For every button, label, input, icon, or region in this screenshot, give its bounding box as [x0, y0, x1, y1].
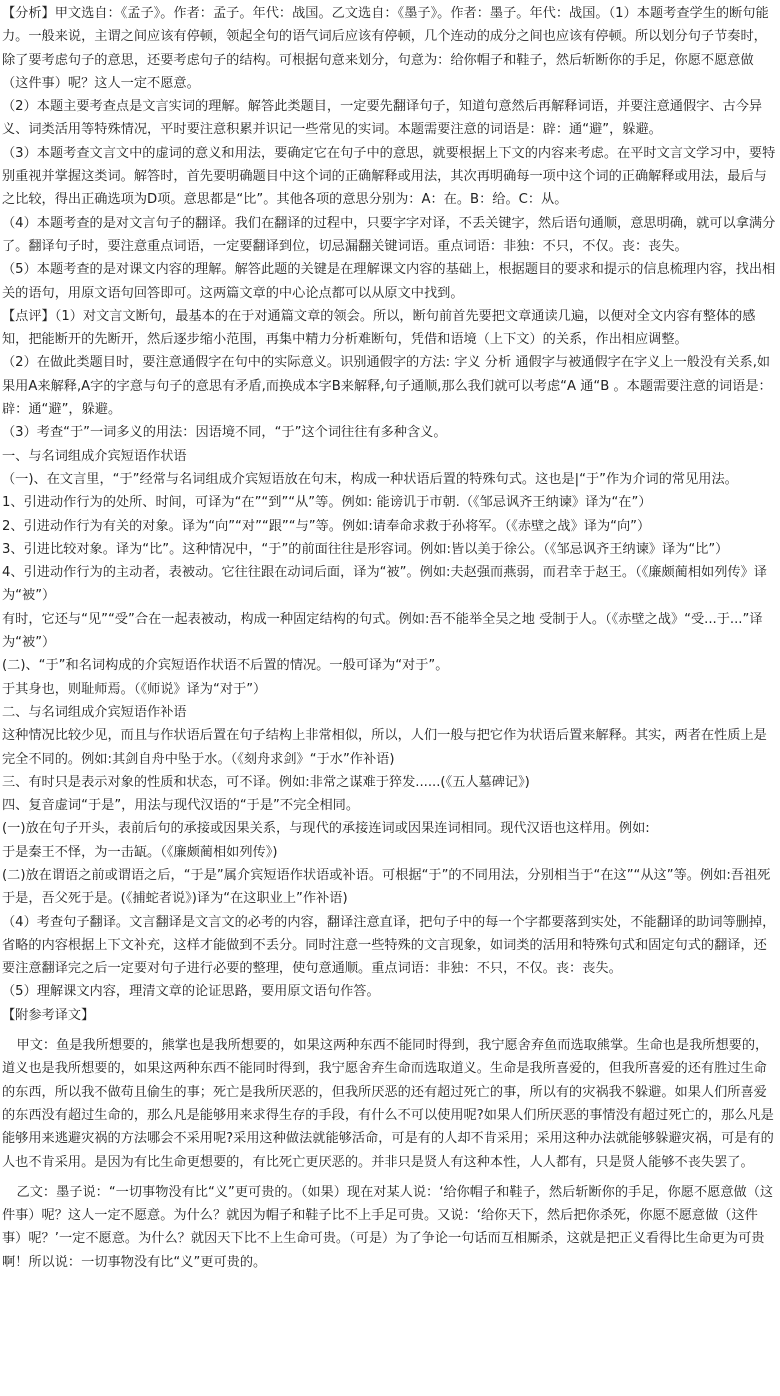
- usage-example: 于其身也，则耻师焉。（《师说》译为“对于”）: [2, 681, 267, 697]
- analysis-intro: 【分析】甲文选自：《孟子》。作者：孟子。年代：战国。乙文选自：《墨子》。作者：墨子。年代：战国。（1）本题考查学生的断句能力。一般来说，主谓之间应该有停顿，领起全句的语气词后应该有停顿，几个连动的成分之间也应该有停顿。所以划分句子节奏时，除了要考虑句子的意思，还要考虑句子的结构。可根据句意来划分，句意为：给你帽子和鞋子，然后斩断你的手足，你愿不愿意做（这件事）呢？这人一定不愿意。: [2, 6, 769, 91]
- subsection-1-1: （一)、在文言里，“于”经常与名词组成介宾短语放在句末，构成一种状语后置的特殊句式。这也是|“于”作为介词的常见用法。: [2, 471, 738, 487]
- comment-item-3: （3）考查“于”一词多义的用法：因语境不同，“于”这个词往往有多种含义。: [2, 425, 447, 441]
- translation-text-a: 甲文：鱼是我所想要的，熊掌也是我所想要的，如果这两种东西不能同时得到，我宁愿舍弃鱼而选取熊掌。生命也是我所想要的，道义也是我所想要的，如果这两种东西不能同时得到，我宁愿舍弃生命而选取道义。生命是我所喜爱的，但我所喜爱的还有胜过生命的东西，所以我不做苟且偷生的事；死亡是我所厌恶的，但我所厌恶的还有超过死亡的事，所以有的灾祸我不躲避。如果人们所喜爱的东西没有超过生命的，那么凡是能够用来求得生存的手段，有什么不可以使用呢?如果人们所厌恶的事情没有超过死亡的，那么凡是能够用来逃避灾祸的方法哪会不采用呢?采用这种做法就能够活命，可是有的人却不肯采用；采用这种办法就能够躲避灾祸，可是有的人也不肯采用。是因为有比生命更想要的，有比死亡更厌恶的。并非只是贤人有这种本性，人人都有，只是贤人能够不丧失罢了。: [2, 1038, 774, 1170]
- subsection-4-2: (二)放在谓语之前或谓语之后，“于是”属介宾短语作状语或补语。可根据“于”的不同用法，分别相当于“在这”“从这”等。例如:吾祖死于是，吾父死于是。(《捕蛇者说》)译为“在这职业上”作补语): [2, 867, 771, 907]
- section-heading-1: 一、与名词组成介宾短语作状语: [2, 448, 187, 464]
- section-heading-2: 二、与名词组成介宾短语作补语: [2, 704, 187, 720]
- subsection-1-2: (二)、“于”和名词构成的介宾短语作状语不后置的情况。一般可译为“对于”。: [2, 658, 449, 674]
- comment-item-4: （4）考查句子翻译。文言翻译是文言文的必考的内容，翻译注意直译，把句子中的每一个字都要落到实处，不能翻译的助词等删掉，省略的内容根据上下文补充，这样才能做到不丢分。同时注意一些特殊的文言现象，如词类的活用和特殊句式和固定句式的翻译，还要注意翻译完之后一定要对句子进行必要的整理，使句意通顺。重点词语：非独：不只，不仅。丧：丧失。: [2, 914, 776, 977]
- comment-item-2: （2）在做此类题目时，要注意通假字在句中的实际意义。识别通假字的方法: 字义 分析 通假字与被通假字在字义上一般没有关系,如果用A来解释,A字的字意与句子的意思有矛盾,而换成本字B来解释,句子通顺,那么我们就可以考虑“A 通“B 。本题需要注意的词语是：辟：通“避”，躲避。: [2, 355, 772, 418]
- usage-item-4: 4、引进动作行为的主动者，表被动。它往往跟在动词后面，译为“被”。例如:夫赵强而燕弱，而君幸于赵王。（《廉颇蔺相如列传》译为“被”）: [2, 565, 767, 604]
- subsection-4-1-example: 于是秦王不怿，为一击缻。（《廉颇蔺相如列传》): [2, 844, 278, 860]
- usage-item-1: 1、引进动作行为的处所、时间，可译为“在”“到”“从”等。例如: 能谤讥于市朝.（《邹忌讽齐王纳谏》译为“在”）: [2, 495, 652, 511]
- analysis-item-4: （4）本题考查的是对文言句子的翻译。我们在翻译的过程中，只要字字对译，不丢关键字，然后语句通顺，意思明确，就可以拿满分了。翻译句子时，要注意重点词语，一定要翻译到位，切忌漏翻关键词语。重点词语：非独：不只，不仅。丧：丧失。: [2, 215, 776, 254]
- comment-intro: 【点评】（1）对文言文断句，最基本的在于对通篇文章的领会。所以，断句前首先要把文章通读几遍，以便对全文内容有整体的感知，把能断开的先断开，然后逐步缩小范围，再集中精力分析难断句，凭借和语境（上下文）的关系，作出相应调整。: [2, 308, 756, 348]
- translation-text-b: 乙文：墨子说：“一切事物没有比“义”更可贵的。（如果）现在对某人说：‘给你帽子和鞋子，然后斩断你的手足，你愿不愿意做（这件事）呢？这人一定不愿意。为什么？就因为帽子和鞋子比不上手足可贵。又说：‘给你天下，然后把你杀死，你愿不愿意做（这件事）呢？’一定不愿意。为什么？就因天下比不上生命可贵。（可是）为了争论一句话而互相厮杀，这就是把正义看得比生命更为可贵啊！所以说：一切事物没有比“义”更可贵的。: [2, 1184, 774, 1270]
- usage-item-2: 2、引进动作行为有关的对象。译为“向”“对”“跟”“与”等。例如:请奉命求救于孙将军。（《赤壁之战》译为“向”）: [2, 518, 651, 534]
- usage-note: 有时，它还与“见”“受”合在一起表被动，构成一种固定结构的句式。例如:吾不能举全吴之地 受制于人。（《赤壁之战》“受...于...”译为“被”）: [2, 611, 763, 651]
- translation-heading: 【附参考译文】: [2, 1007, 95, 1023]
- section-heading-3: 三、有时只是表示对象的性质和状态，可不译。例如:非常之谋难于猝发......(《五人墓碑记》): [2, 774, 530, 790]
- comment-item-5: （5）理解课文内容，理清文章的论证思路，要用原文语句作答。: [2, 984, 380, 1000]
- analysis-item-2: （2）本题主要考查点是文言实词的理解。解答此类题目，一定要先翻译句子，知道句意然后再解释词语，并要注意通假字、古今异义、词类活用等特殊情况，平时要注意积累并识记一些常见的实词。本题需要注意的词语是：辟：通“避”，躲避。: [2, 99, 763, 138]
- analysis-item-3: （3）本题考查文言文中的虚词的意义和用法，要确定它在句子中的意思，就要根据上下文的内容来考虑。在平时文言文学习中，要特别重视并掌握这类词。解答时，首先要明确题目中这个词的正确解释或用法，其次再明确每一项中这个词的正确解释或用法，最后与之比较，得出正确选项为D项。意思都是“比”。其他各项的意思分别为：A：在。B：给。C：从。: [2, 145, 776, 208]
- section-2-body: 这种情况比较少见，而且与作状语后置在句子结构上非常相似，所以，人们一般与把它作为状语后置来解释。其实，两者在性质上是完全不同的。例如:其剑自舟中坠于水。（《刻舟求剑》“于水”作补语): [2, 728, 767, 767]
- section-heading-4: 四、复音虚词“于是”，用法与现代汉语的“于是”不完全相同。: [2, 798, 360, 814]
- usage-item-3: 3、引进比较对象。译为“比”。这种情况中，“于”的前面往往是形容词。例如:皆以美于徐公。（《邹忌讽齐王纳谏》译为“比”）: [2, 541, 729, 557]
- subsection-4-1: (一)放在句子开头，表前后句的承接或因果关系，与现代的承接连词或因果连词相同。现代汉语也这样用。例如:: [2, 821, 650, 837]
- analysis-item-5: （5）本题考查的是对课文内容的理解。解答此题的关键是在理解课文内容的基础上，根据题目的要求和提示的信息梳理内容，找出相关的语句，用原文语句回答即可。这两篇文章的中心论点都可以从原文中找到。: [2, 262, 776, 301]
